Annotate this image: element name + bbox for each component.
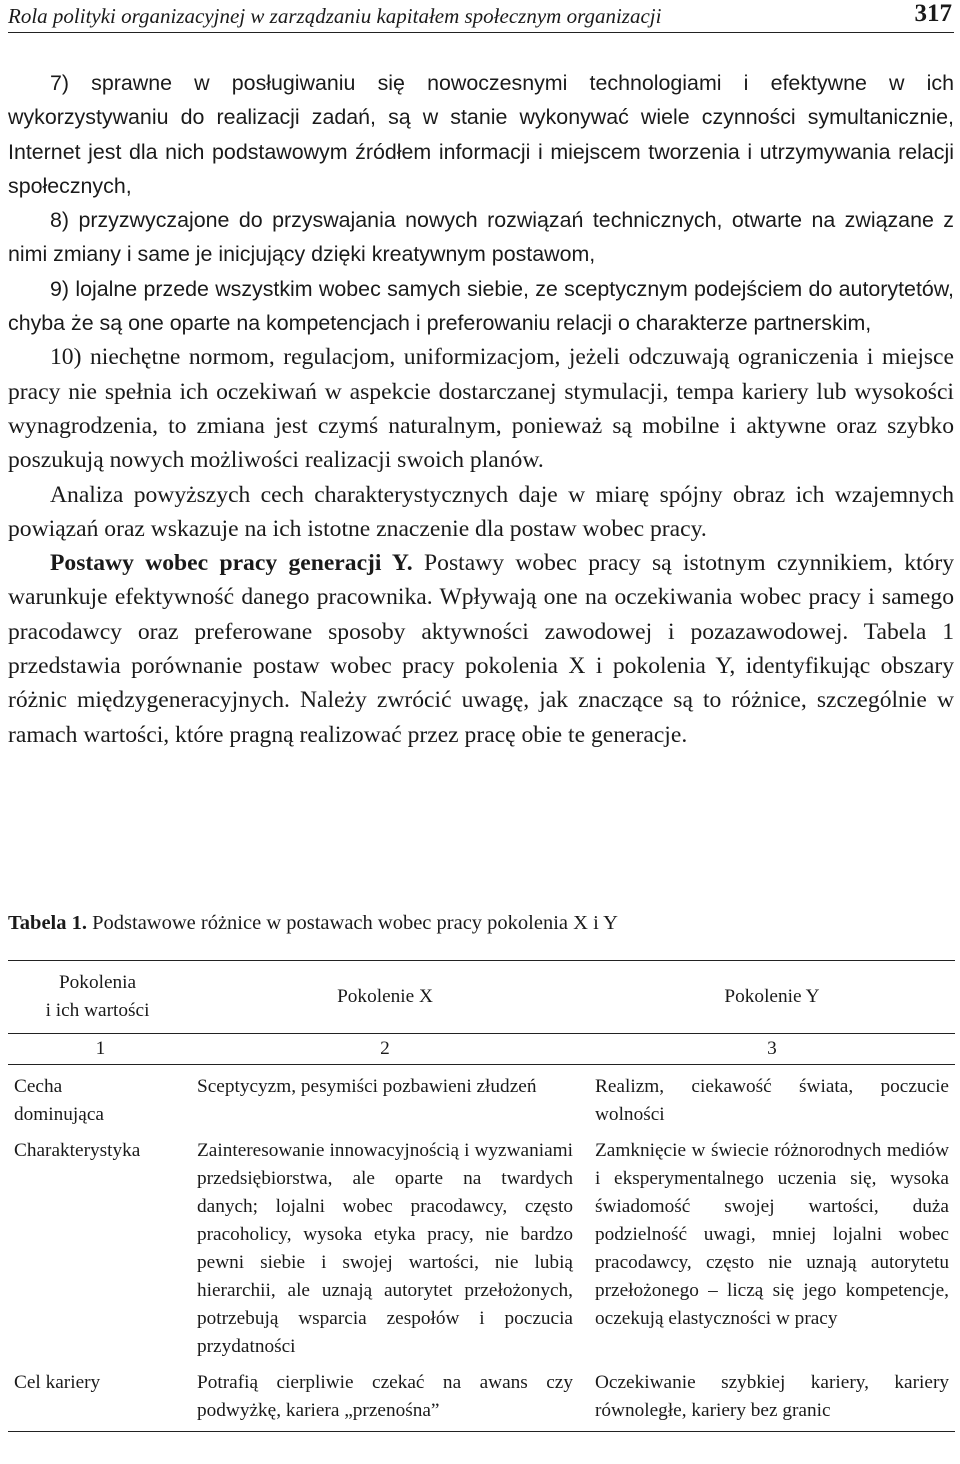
cell-text: Zamknięcie w świecie różnorodnych mediów i eksperymentalnego uczenia się, wysoka świadomość swojej wartości, duża podzielność uwagi, mniej lojalni wobec pracodawcy, często nie uznają autorytetu przełożonego – liczą się jego kompetencje, oczekują elastyczności w pracy <box>595 1140 949 1329</box>
cell-generation-y <box>585 1129 955 1361</box>
header-generations-line2: i ich wartości <box>45 1000 150 1021</box>
table-header-row <box>8 961 955 1034</box>
cell-text: Realizm, ciekawość świata, poczucie wolności <box>595 1076 949 1125</box>
body-text <box>8 66 954 752</box>
section-heading: Postawy wobec pracy generacji Y. <box>50 550 413 577</box>
paragraph-attitudes-text: Postawy wobec pracy są istotnym czynnikiem, który warunkuje efektywność danego pracownika. Wpływają one na oczekiwania wobec pracy i samego pracodawcy oraz preferowane sposoby aktywności zawodowej i pozazawodowej. Tabela 1 przedstawia porównanie postaw wobec pracy pokolenia X i pokolenia Y, identyfikując obszary różnic międzygeneracyjnych. Należy zwrócić uwagę, jak znaczące są to różnice, szczególnie w ramach wartości, które pragną realizować przez pracę obie te generacje. <box>8 550 954 748</box>
column-number: 3 <box>585 1034 955 1065</box>
table-caption <box>8 912 618 935</box>
table-row <box>8 1065 955 1130</box>
paragraph-analysis: Analiza powyższych cech charakterystycznych daje w miarę spójny obraz ich wzajemnych powiązań oraz wskazuje na ich istotne znaczenie dla postaw wobec pracy. <box>8 481 954 542</box>
cell-text: Oczekiwanie szybkiej kariery, kariery równoległe, kariery bez granic <box>595 1372 949 1421</box>
cell-generation-x <box>187 1065 585 1130</box>
table-row <box>8 1129 955 1361</box>
table-caption-text: Podstawowe różnice w postawach wobec pracy pokolenia X i Y <box>92 912 618 934</box>
row-label-line1: Cecha <box>14 1076 63 1097</box>
cell-generation-x <box>187 1129 585 1361</box>
cell-generation-x <box>187 1361 585 1432</box>
list-item-9: 9) lojalne przede wszystkim wobec samych siebie, ze sceptycznym podejściem do autorytetów, chyba że są one oparte na kompetencjach i preferowaniu relacji o charakterze partnerskim, <box>8 276 954 336</box>
running-header-title: Rola polityki organizacyjnej w zarządzaniu kapitałem społecznym organizacji <box>8 4 662 28</box>
cell-generation-y <box>585 1065 955 1130</box>
header-generations-line1: Pokolenia <box>58 972 137 993</box>
page-number: 317 <box>914 0 952 27</box>
cell-text: Sceptycyzm, pesymiści pozbawieni złudzeń <box>197 1076 537 1097</box>
row-label: Cel kariery <box>8 1361 187 1432</box>
running-header <box>8 2 954 33</box>
cell-generation-y <box>585 1361 955 1432</box>
column-number: 2 <box>187 1034 585 1065</box>
comparison-table <box>8 960 955 1432</box>
header-generation-y: Pokolenie Y <box>585 961 955 1034</box>
column-number: 1 <box>8 1034 187 1065</box>
cell-text: Zainteresowanie innowacyjnością i wyzwaniami przedsiębiorstwa, ale oparte na twardych danych; lojalni wobec pracodawcy, często pracoholicy, wysoka etyka pracy, nie bardzo pewni siebie i swojej wartości, nie lubią hierarchii, ale uznają autorytet przełożonych, potrzebują wsparcia zespołów i poczucia przydatności <box>197 1140 573 1357</box>
cell-text: Potrafią cierpliwie czekać na awans czy podwyżkę, kariera „przenośna” <box>197 1372 573 1421</box>
header-generations <box>8 961 187 1034</box>
header-generation-x: Pokolenie X <box>187 961 585 1034</box>
row-label-line2: dominująca <box>14 1104 104 1125</box>
row-label <box>8 1065 187 1130</box>
table-caption-label: Tabela 1. <box>8 912 87 934</box>
list-item-8: 8) przyzwyczajone do przyswajania nowych rozwiązań technicznych, otwarte na związane z nimi zmiany i same je inicjujący dzięki kreatywnym postawom, <box>8 208 954 267</box>
row-label: Charakterystyka <box>14 1140 141 1161</box>
paragraph-attitudes <box>8 546 954 752</box>
list-item-7: 7) sprawne w posługiwaniu się nowoczesnymi technologiami i efektywne w ich wykorzystywaniu do realizacji zadań, są w stanie wykonywać wiele czynności symultanicznie, Internet jest dla nich podstawowym źródłem informacji i miejscem tworzenia i utrzymywania relacji społecznych, <box>8 71 954 198</box>
table-number-row <box>8 1034 955 1065</box>
list-item-10: 10) niechętne normom, regulacjom, uniformizacjom, jeżeli odczuwają ograniczenia i miejsce pracy nie spełnia ich oczekiwań w aspekcie dostarczanej stymulacji, tempa kariery lub wysokości wynagrodzenia, to zmiana jest czymś naturalnym, ponieważ są mobilne i aktywne oraz szybko poszukują nowych możliwości realizacji swoich planów. <box>8 344 954 474</box>
table-row <box>8 1361 955 1432</box>
